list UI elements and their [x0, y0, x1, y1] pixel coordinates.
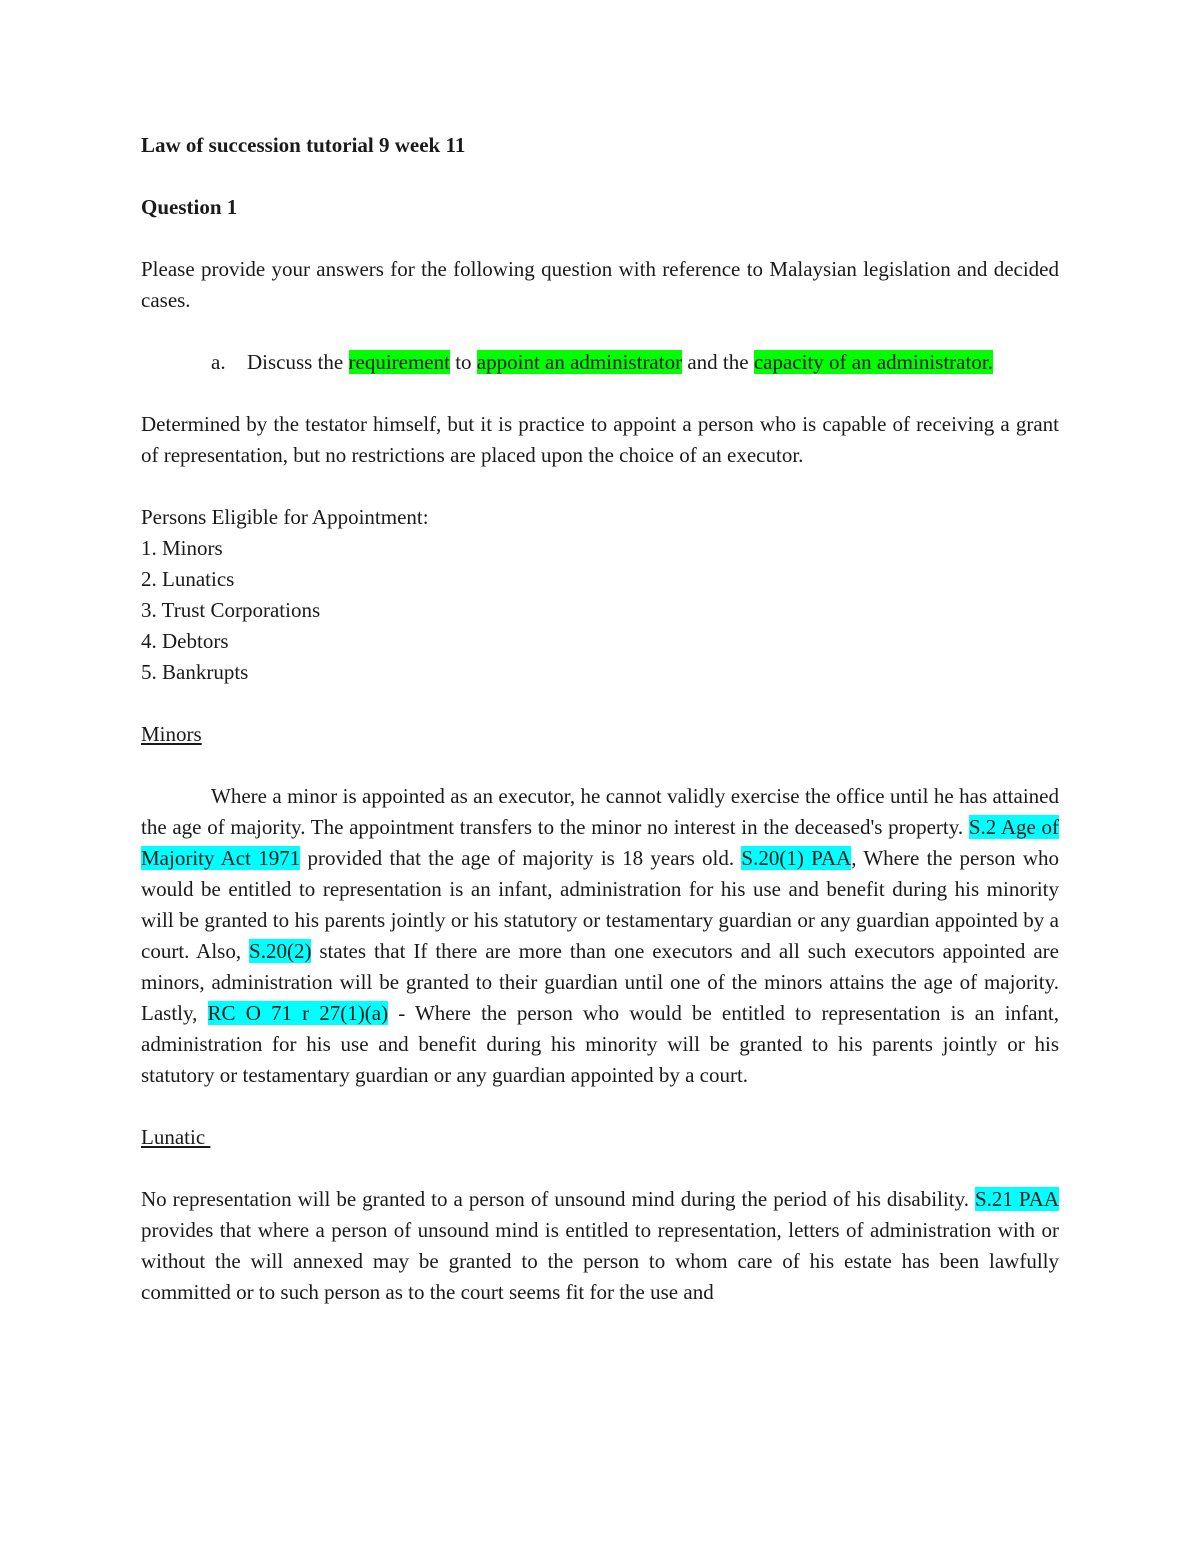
list-item: 2. Lunatics	[141, 567, 235, 591]
question-a	[141, 347, 1059, 378]
text-run: - Where the person who would be entitled to representation is an infant, administration for his use and benefit during his minority will be granted to his parents jointly or his statutory or testamentary guardian or any guardian appointed by a court.	[141, 1001, 1059, 1087]
list-item: 5. Bankrupts	[141, 660, 249, 684]
text-run: and the	[682, 350, 754, 374]
highlight-appoint-administrator: appoint an administrator	[476, 350, 683, 374]
highlight-requirement: requirement	[348, 350, 450, 374]
text-run: provides that where a person of unsound mind is entitled to representation, letters of administration with or without the will annexed may be granted to the person to whom care of his estate has been lawfully committed or to such person as to the court seems fit for the use and	[141, 1218, 1059, 1304]
text-run: states that If there are more than one executors and all such executors appointed are minors, administration will be granted to their guardian until one of the minors attains the age of majority. Lastly,	[141, 939, 1059, 1025]
highlight-s21-paa: S.21 PAA	[974, 1187, 1059, 1211]
highlight-s20-2: S.20(2)	[249, 939, 312, 963]
question-a-marker: a.	[211, 350, 226, 374]
minors-heading: Minors	[141, 722, 202, 746]
document-page	[141, 130, 1059, 1308]
intro-paragraph: Please provide your answers for the following question with reference to Malaysian legislation and decided cases.	[141, 257, 1059, 312]
text-run: provided that the age of majority is 18 years old.	[300, 846, 742, 870]
highlight-capacity-administrator: capacity of an administrator.	[753, 350, 993, 374]
question-heading: Question 1	[141, 195, 238, 219]
text-run: , Where the person who would be entitled to representation is an infant, administration for his use and benefit during his minority will be granted to his parents jointly or his statutory or testamentary guardian or any guardian appointed by a court. Also,	[141, 846, 1059, 963]
text-run: Where a minor is appointed as an executor, he cannot validly exercise the office until he has attained the age of majority. The appointment transfers to the minor no interest in the deceased's property.	[141, 784, 1059, 839]
lunatic-paragraph	[141, 1184, 1059, 1308]
list-item: 4. Debtors	[141, 629, 229, 653]
minors-paragraph	[141, 781, 1059, 1091]
question-a-text	[247, 347, 1059, 378]
highlight-s20-1-paa: S.20(1) PAA	[741, 846, 852, 870]
highlight-rc-o71: RC O 71 r 27(1)(a)	[207, 1001, 389, 1025]
document-title: Law of succession tutorial 9 week 11	[141, 133, 466, 157]
eligible-heading: Persons Eligible for Appointment:	[141, 505, 429, 529]
highlight-age-of-majority-act: S.2 Age of Majority Act 1971	[141, 815, 1059, 870]
text-run: to	[449, 350, 477, 374]
list-item: 3. Trust Corporations	[141, 598, 321, 622]
lunatic-heading: Lunatic	[141, 1125, 211, 1149]
list-item: 1. Minors	[141, 536, 223, 560]
text-run: No representation will be granted to a person of unsound mind during the period of his disability.	[141, 1187, 975, 1211]
determined-paragraph: Determined by the testator himself, but it is practice to appoint a person who is capable of receiving a grant of representation, but no restrictions are placed upon the choice of an executor.	[141, 412, 1059, 467]
text-run: Discuss the	[247, 350, 349, 374]
eligible-list	[141, 533, 1059, 688]
